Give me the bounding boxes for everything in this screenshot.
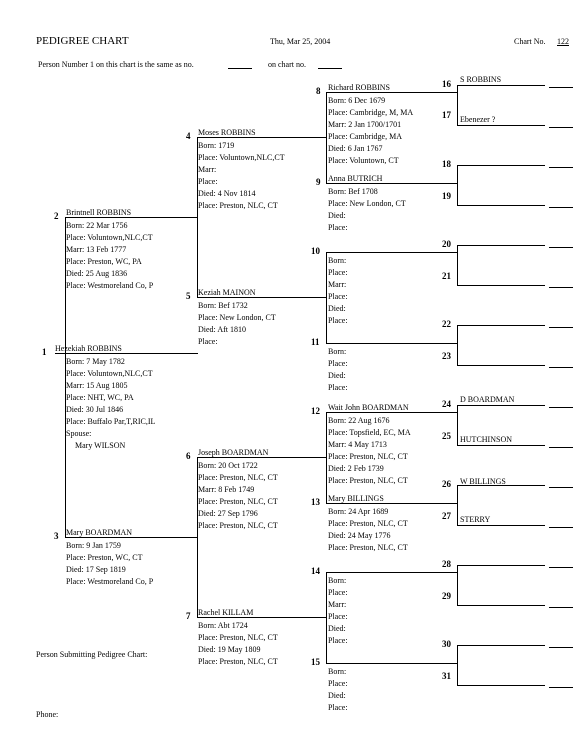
person-name: HUTCHINSON	[460, 435, 512, 444]
birth-date: Born: 6 Dec 1679	[328, 96, 386, 105]
birth-place: Place: Preston, NLC, CT	[328, 519, 408, 528]
birth-place: Place: New London, CT	[198, 313, 276, 322]
person-name: D BOARDMAN	[460, 395, 515, 404]
death-date: Died: 17 Sep 1819	[66, 565, 126, 574]
bracket-p15	[457, 645, 458, 685]
blank-p25	[549, 447, 573, 448]
marriage-place: Place:	[328, 292, 348, 301]
blank-p17	[549, 127, 573, 128]
line-p14	[326, 572, 457, 573]
death-date: Died: 2 Feb 1739	[328, 464, 384, 473]
death-date: Died: 30 Jul 1846	[66, 405, 124, 414]
birth-date: Born: 20 Oct 1722	[198, 461, 258, 470]
birth-place: Place: Voluntown,NLC,CT	[66, 233, 153, 242]
bracket-p14	[457, 565, 458, 605]
marriage-date: Marr:	[328, 600, 347, 609]
line-p25	[457, 445, 545, 446]
chart-no-value: 122	[557, 37, 569, 46]
bracket-p11	[457, 325, 458, 365]
birth-date: Born: 9 Jan 1759	[66, 541, 121, 550]
spouse-label: Spouse:	[66, 429, 92, 438]
person1-note: Person Number 1 on this chart is the same as no.	[38, 60, 194, 69]
person-number: 26	[442, 479, 451, 489]
line-p31	[457, 685, 545, 686]
death-date: Died:	[328, 304, 346, 313]
person-number: 7	[186, 611, 191, 621]
line-p23	[457, 365, 545, 366]
person-number: 18	[442, 159, 451, 169]
birth-date: Born:	[328, 667, 347, 676]
same-as-no-blank	[228, 68, 252, 69]
person-number: 4	[186, 131, 191, 141]
blank-p19	[549, 207, 573, 208]
person-number: 19	[442, 191, 451, 201]
line-p15	[326, 663, 457, 664]
line-p30	[457, 645, 545, 646]
death-place: Place: Preston, NLC, CT	[198, 201, 278, 210]
person-number: 14	[311, 566, 320, 576]
blank-p27	[549, 527, 573, 528]
person-name: Hezekiah ROBBINS	[55, 344, 122, 353]
death-place: Place: Preston, NLC, CT	[198, 521, 278, 530]
bracket-p5	[326, 252, 327, 343]
page-title: PEDIGREE CHART	[36, 35, 129, 47]
blank-p18	[549, 167, 573, 168]
death-place: Place:	[328, 383, 348, 392]
line-p19	[457, 205, 545, 206]
person-number: 15	[311, 657, 320, 667]
marriage-date: Marr: 4 May 1713	[328, 440, 387, 449]
line-p21	[457, 285, 545, 286]
death-place: Place: Voluntown, CT	[328, 156, 399, 165]
blank-p20	[549, 247, 573, 248]
on-chart-no-blank	[318, 68, 342, 69]
marriage-place: Place:	[328, 612, 348, 621]
death-date: Died: 27 Sep 1796	[198, 509, 258, 518]
death-place: Place:	[328, 636, 348, 645]
blank-p28	[549, 567, 573, 568]
blank-p30	[549, 647, 573, 648]
marriage-place: Place:	[198, 177, 218, 186]
person-number: 23	[442, 351, 451, 361]
chart-no-label: Chart No.	[514, 37, 546, 46]
birth-place: Place: Voluntown,NLC,CT	[66, 369, 153, 378]
birth-date: Born: 24 Apr 1689	[328, 507, 389, 516]
person-number: 22	[442, 319, 451, 329]
birth-date: Born: Abt 1724	[198, 621, 248, 630]
person-number: 5	[186, 291, 191, 301]
death-place: Place: Westmoreland Co, P	[66, 577, 154, 586]
death-place: Place:	[328, 316, 348, 325]
birth-place: Place: Topsfield, EC, MA	[328, 428, 411, 437]
birth-date: Born:	[328, 576, 347, 585]
blank-p24	[549, 407, 573, 408]
blank-p22	[549, 327, 573, 328]
death-date: Died:	[328, 371, 346, 380]
marriage-date: Marr:	[198, 165, 217, 174]
line-p28	[457, 565, 545, 566]
marriage-place: Place: Cambridge, MA	[328, 132, 402, 141]
person-number: 20	[442, 239, 451, 249]
line-p11	[326, 343, 457, 344]
person-number: 16	[442, 79, 451, 89]
line-p24	[457, 405, 545, 406]
person-number: 17	[442, 110, 451, 120]
birth-place: Place:	[328, 588, 348, 597]
marriage-date: Marr:	[328, 280, 347, 289]
person-name: Wait John BOARDMAN	[328, 403, 409, 412]
death-place: Place:	[198, 337, 218, 346]
birth-date: Born: 7 May 1782	[66, 357, 125, 366]
person-name: Mary BOARDMAN	[66, 528, 132, 537]
marriage-date: Marr: 15 Aug 1805	[66, 381, 128, 390]
line-p17	[457, 125, 545, 126]
death-place: Place: Preston, NLC, CT	[198, 657, 278, 666]
line-p22	[457, 325, 545, 326]
phone-label: Phone:	[36, 710, 59, 719]
death-date: Died: 4 Nov 1814	[198, 189, 256, 198]
blank-p29	[549, 607, 573, 608]
blank-p21	[549, 287, 573, 288]
person-name: STERRY	[460, 515, 491, 524]
person-number: 27	[442, 511, 451, 521]
death-place: Place: Buffalo Par,T,RIC,IL	[66, 417, 156, 426]
birth-date: Born: 22 Mar 1756	[66, 221, 128, 230]
person-number: 13	[311, 497, 320, 507]
person-number: 12	[311, 406, 320, 416]
death-place: Place:	[328, 703, 348, 712]
person-number: 21	[442, 271, 451, 281]
death-place: Place: Westmoreland Co, P	[66, 281, 154, 290]
person-name: Keziah MAINON	[198, 288, 256, 297]
marriage-place: Place: Preston, NLC, CT	[198, 497, 278, 506]
death-date: Died:	[328, 211, 346, 220]
death-place: Place: Preston, NLC, CT	[328, 476, 408, 485]
birth-place: Place: Preston, NLC, CT	[198, 633, 278, 642]
birth-place: Place:	[328, 268, 348, 277]
bracket-p6	[326, 412, 327, 503]
bracket-p10	[457, 245, 458, 285]
death-date: Died: 25 Aug 1836	[66, 269, 128, 278]
person-name: Joseph BOARDMAN	[198, 448, 269, 457]
birth-place: Place:	[328, 359, 348, 368]
bracket-p12	[457, 405, 458, 445]
line-p16	[457, 85, 545, 86]
person-number: 29	[442, 591, 451, 601]
person-number: 11	[311, 337, 320, 347]
submitter-label: Person Submitting Pedigree Chart:	[36, 650, 148, 659]
spouse-name: Mary WILSON	[75, 441, 126, 450]
birth-place: Place: Preston, NLC, CT	[198, 473, 278, 482]
marriage-place: Place: Preston, NLC, CT	[328, 452, 408, 461]
line-p27	[457, 525, 545, 526]
death-date: Died: 24 May 1776	[328, 531, 391, 540]
person-name: Rachel KILLAM	[198, 608, 254, 617]
person-number: 3	[54, 531, 59, 541]
birth-place: Place: Voluntown,NLC,CT	[198, 153, 285, 162]
person-name: S ROBBINS	[460, 75, 502, 84]
bracket-p9	[457, 165, 458, 205]
person-number: 31	[442, 671, 451, 681]
death-place: Place: Preston, NLC, CT	[328, 543, 408, 552]
person-number: 2	[54, 211, 59, 221]
person-name: Richard ROBBINS	[328, 83, 390, 92]
birth-date: Born: 1719	[198, 141, 235, 150]
blank-p31	[549, 687, 573, 688]
person-name: Moses ROBBINS	[198, 128, 256, 137]
blank-p23	[549, 367, 573, 368]
person-name: W BILLINGS	[460, 477, 506, 486]
person-number: 30	[442, 639, 451, 649]
death-date: Died: 19 May 1809	[198, 645, 261, 654]
person-number: 9	[316, 177, 321, 187]
death-date: Died:	[328, 691, 346, 700]
on-chart-no-label: on chart no.	[268, 60, 306, 69]
person-number: 1	[42, 347, 47, 357]
bracket-p7	[326, 572, 327, 663]
chart-date: Thu, Mar 25, 2004	[270, 37, 331, 46]
line-p29	[457, 605, 545, 606]
marriage-place: Place: NHT, WC, PA	[66, 393, 134, 402]
marriage-place: Place: Preston, WC, PA	[66, 257, 142, 266]
person-number: 24	[442, 399, 451, 409]
person-name: Brintnell ROBBINS	[66, 208, 132, 217]
birth-date: Born: Bef 1708	[328, 187, 378, 196]
birth-place: Place:	[328, 679, 348, 688]
line-p20	[457, 245, 545, 246]
blank-p26	[549, 487, 573, 488]
birth-place: Place: Cambridge, M, MA	[328, 108, 414, 117]
bracket-p13	[457, 485, 458, 525]
bracket-p4	[326, 92, 327, 183]
birth-date: Born:	[328, 347, 347, 356]
death-date: Died:	[328, 624, 346, 633]
birth-date: Born:	[328, 256, 347, 265]
birth-place: Place: Preston, WC, CT	[66, 553, 143, 562]
line-p18	[457, 165, 545, 166]
death-date: Died: Aft 1810	[198, 325, 246, 334]
line-p10	[326, 252, 457, 253]
person-number: 25	[442, 431, 451, 441]
person-number: 8	[316, 86, 321, 96]
person-number: 28	[442, 559, 451, 569]
person-number: 6	[186, 451, 191, 461]
blank-p16	[549, 87, 573, 88]
birth-place: Place: New London, CT	[328, 199, 406, 208]
person-name: Mary BILLINGS	[328, 494, 384, 503]
birth-date: Born: Bef 1732	[198, 301, 248, 310]
person-number: 10	[311, 246, 320, 256]
marriage-date: Marr: 8 Feb 1749	[198, 485, 255, 494]
death-date: Died: 6 Jan 1767	[328, 144, 383, 153]
birth-date: Born: 22 Aug 1676	[328, 416, 390, 425]
bracket-p8	[457, 85, 458, 125]
marriage-date: Marr: 13 Feb 1777	[66, 245, 127, 254]
death-place: Place:	[328, 223, 348, 232]
person-name: Anna BUTRICH	[328, 174, 383, 183]
marriage-date: Marr: 2 Jan 1700/1701	[328, 120, 402, 129]
person-name: Ebenezer ?	[460, 115, 496, 124]
